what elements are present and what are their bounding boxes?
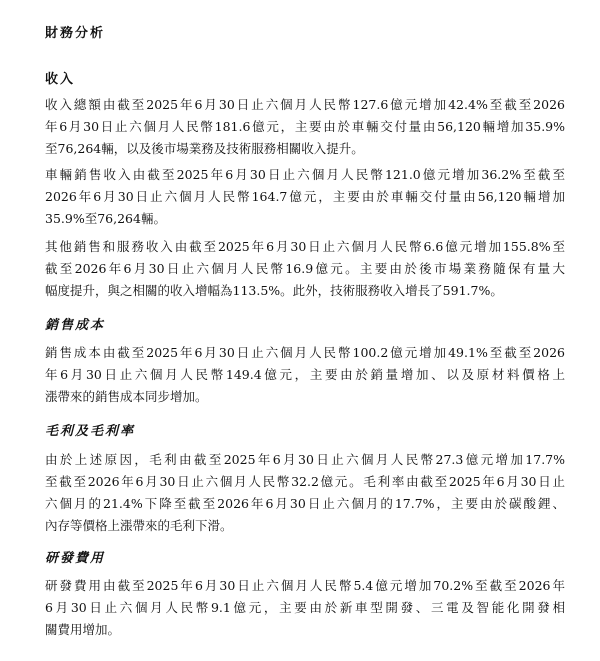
text-line: 至截至2026年6月30日止六個月人民幣32.2億元。毛利率由截至2025年6月30日止 xyxy=(45,474,565,489)
text-line: 幅度提升，與之相關的收入增幅為113.5%。此外，技術服務收入增長了591.7%。 xyxy=(45,283,503,298)
text-line: 內存等價格上漲帶來的毛利下滑。 xyxy=(45,518,233,533)
text-line: 截至2026年6月30日止六個月人民幣16.9億元。主要由於後市場業務隨保有量大 xyxy=(45,261,565,276)
text-line: 年6月30日止六個月人民幣149.4億元，主要由於銷量增加、以及原材料價格上 xyxy=(45,367,565,382)
heading-rnd: 研發費用 xyxy=(45,551,106,566)
heading-cost-of-sales: 銷售成本 xyxy=(45,318,106,333)
text-line: 6月30日止六個月人民幣9.1億元，主要由於新車型開發、三電及智能化開發相 xyxy=(45,600,565,615)
text-line: 2026年6月30日止六個月人民幣164.7億元，主要由於車輛交付量由56,120輛增加 xyxy=(45,189,565,204)
text-line: 由於上述原因，毛利由截至2025年6月30日止六個月人民幣27.3億元增加17.7% xyxy=(45,452,565,467)
text-line: 銷售成本由截至2025年6月30日止六個月人民幣100.2億元增加49.1%至截至2026 xyxy=(45,345,565,360)
text-line: 35.9%至76,264輛。 xyxy=(45,211,166,226)
paragraph-revenue-total xyxy=(45,94,565,160)
section-title: 財務分析 xyxy=(45,26,106,41)
heading-gross-profit: 毛利及毛利率 xyxy=(45,424,136,439)
text-line: 至76,264輛，以及後市場業務及技術服務相關收入提升。 xyxy=(45,141,364,156)
text-line: 車輛銷售收入由截至2025年6月30日止六個月人民幣121.0億元增加36.2%至截至 xyxy=(45,167,565,182)
text-line: 關費用增加。 xyxy=(45,622,121,637)
paragraph-other-sales xyxy=(45,236,565,302)
text-line: 收入總額由截至2025年6月30日止六個月人民幣127.6億元增加42.4%至截至2026 xyxy=(45,97,565,112)
heading-revenue: 收入 xyxy=(45,72,76,87)
text-line: 研發費用由截至2025年6月30日止六個月人民幣5.4億元增加70.2%至截至2026年 xyxy=(45,578,565,593)
paragraph-cost-of-sales xyxy=(45,342,565,408)
paragraph-rnd xyxy=(45,575,565,641)
paragraph-vehicle-sales xyxy=(45,164,565,230)
text-line: 其他銷售和服務收入由截至2025年6月30日止六個月人民幣6.6億元增加155.8%至 xyxy=(45,239,565,254)
text-line: 年6月30日止六個月人民幣181.6億元，主要由於車輛交付量由56,120輛增加35.9% xyxy=(45,119,565,134)
text-line: 漲帶來的銷售成本同步增加。 xyxy=(45,389,208,404)
text-line: 六個月的21.4%下降至截至2026年6月30日止六個月的17.7%，主要由於碳酸鋰、 xyxy=(45,496,565,511)
paragraph-gross-profit xyxy=(45,449,565,537)
